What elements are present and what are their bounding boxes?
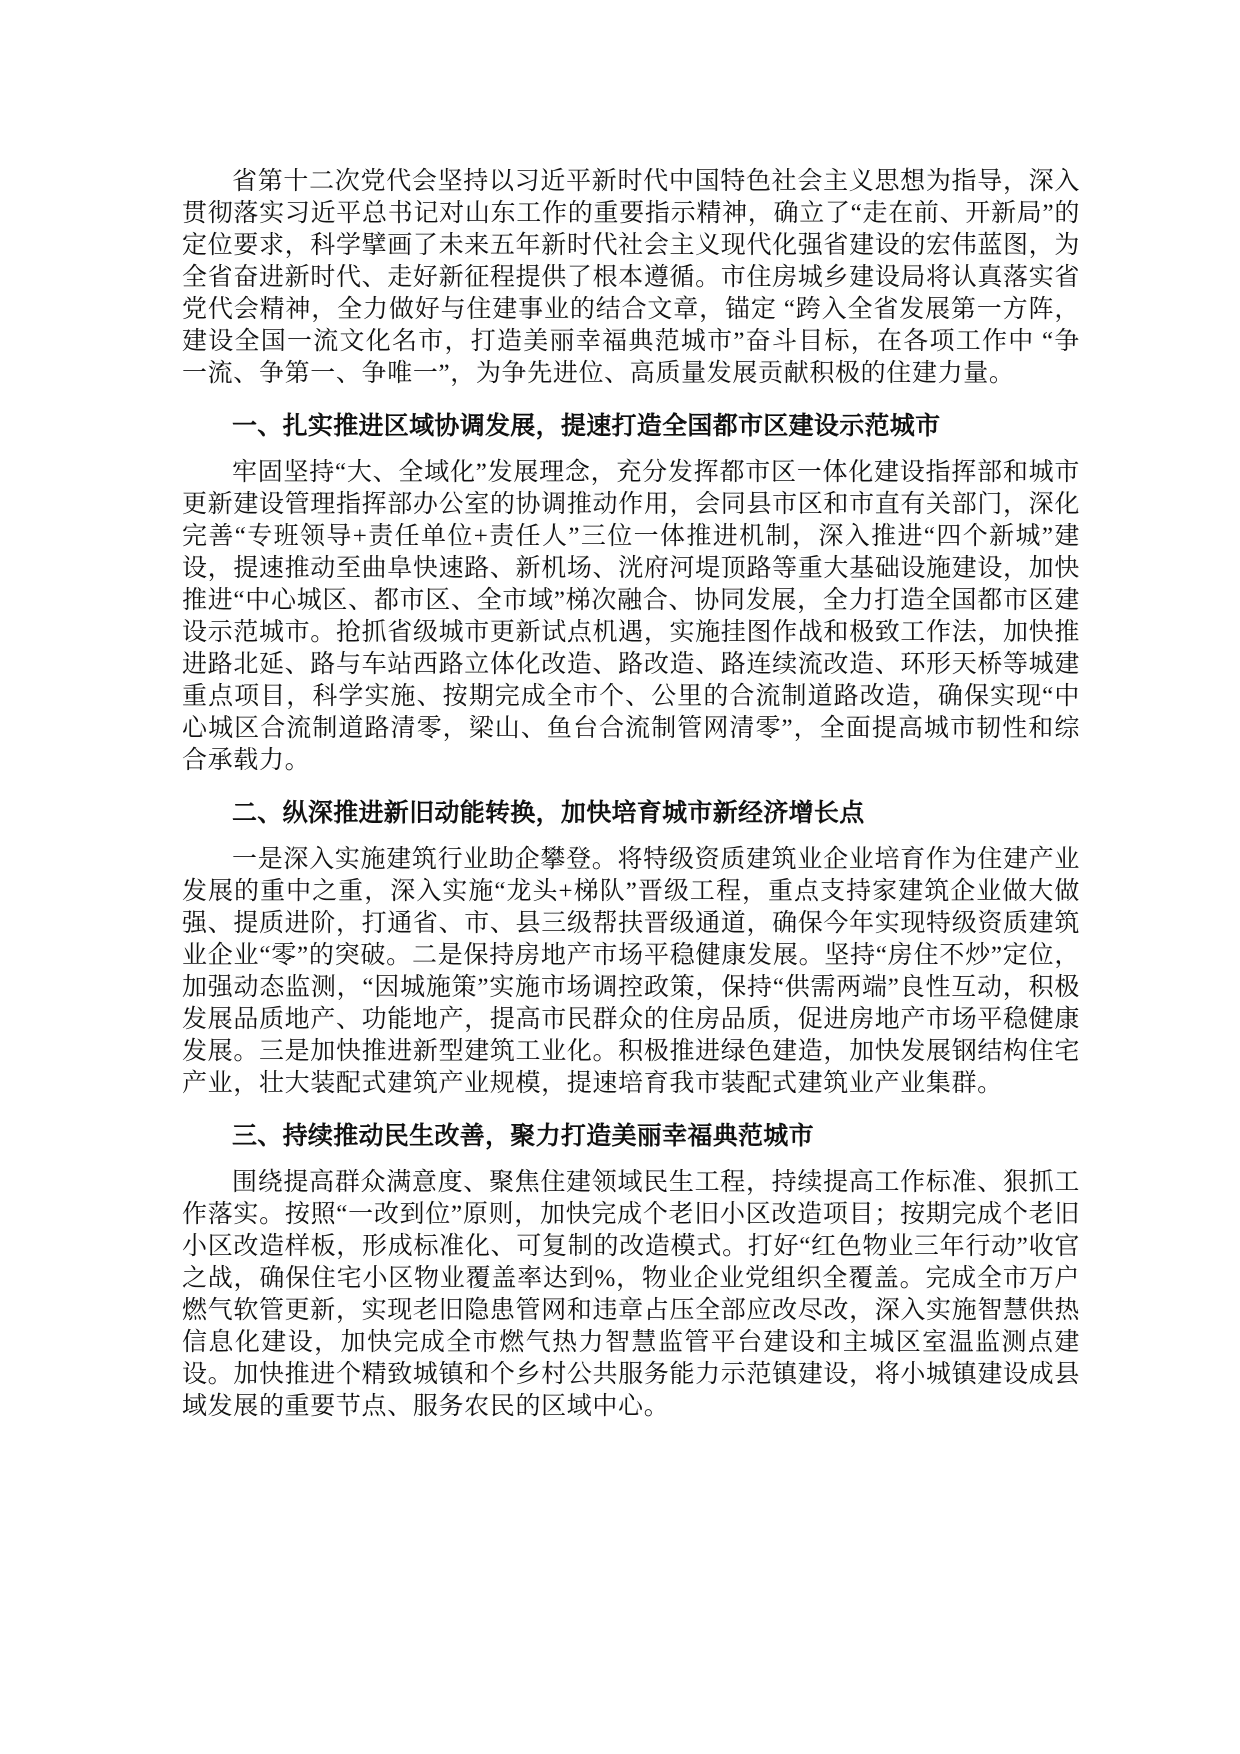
section-heading-2: 二、纵深推进新旧动能转换，加快培育城市新经济增长点 [232,800,865,827]
section-body-3: 围绕提高群众满意度、聚焦住建领域民生工程，持续提高工作标准、狠抓工作落实。按照“一改到位”原则，加快完成个老旧小区改造项目；按期完成个老旧小区改造样板，形成标准化、可复制的改造模式。打好“红色物业三年行动”收官之战，确保住宅小区物业覆盖率达到%，物业企业党组织全覆盖。完成全市万户燃气软管更新，实现老旧隐患管网和违章占压全部应改尽改，深入实施智慧供热信息化建设，加快完成全市燃气热力智慧监管平台建设和主城区室温监测点建设。加快推进个精致城镇和个乡村公共服务能力示范镇建设，将小城镇建设成县域发展的重要节点、服务农民的区域中心。 [182,1169,1080,1420]
section-heading-1: 一、扎实推进区域协调发展，提速打造全国都市区建设示范城市 [232,413,941,440]
section-body-2: 一是深入实施建筑行业助企攀登。将特级资质建筑业企业培育作为住建产业发展的重中之重，深入实施“龙头+梯队”晋级工程，重点支持家建筑企业做大做强、提质进阶，打通省、市、县三级帮扶晋级通道，确保今年实现特级资质建筑业企业“零”的突破。二是保持房地产市场平稳健康发展。坚持“房住不炒”定位，加强动态监测，“因城施策”实施市场调控政策，保持“供需两端”良性互动，积极发展品质地产、功能地产，提高市民群众的住房品质，促进房地产市场平稳健康发展。三是加快推进新型建筑工业化。积极推进绿色建造，加快发展钢结构住宅产业，壮大装配式建筑产业规模，提速培育我市装配式建筑业产业集群。 [182,846,1080,1097]
section-heading-3: 三、持续推动民生改善，聚力打造美丽幸福典范城市 [232,1123,814,1150]
intro-paragraph: 省第十二次党代会坚持以习近平新时代中国特色社会主义思想为指导，深入贯彻落实习近平总书记对山东工作的重要指示精神，确立了“走在前、开新局”的定位要求，科学擘画了未来五年新时代社会主义现代化强省建设的宏伟蓝图，为全省奋进新时代、走好新征程提供了根本遵循。市住房城乡建设局将认真落实省党代会精神，全力做好与住建事业的结合文章，锚定 “跨入全省发展第一方阵，建设全国一流文化名市，打造美丽幸福典范城市”奋斗目标，在各项工作中 “争一流、争第一、争唯一”，为争先进位、高质量发展贡献积极的住建力量。 [182,168,1080,387]
document-page [182,166,1080,1423]
section-body-1: 牢固坚持“大、全域化”发展理念，充分发挥都市区一体化建设指挥部和城市更新建设管理指挥部办公室的协调推动作用，会同县市区和市直有关部门，深化完善“专班领导+责任单位+责任人”三位一体推进机制，深入推进“四个新城”建设，提速推动至曲阜快速路、新机场、洸府河堤顶路等重大基础设施建设，加快推进“中心城区、都市区、全市域”梯次融合、协同发展，全力打造全国都市区建设示范城市。抢抓省级城市更新试点机遇，实施挂图作战和极致工作法，加快推进路北延、路与车站西路立体化改造、路改造、路连续流改造、环形天桥等城建重点项目，科学实施、按期完成全市个、公里的合流制道路改造，确保实现“中心城区合流制道路清零，梁山、鱼台合流制管网清零”，全面提高城市韧性和综合承载力。 [182,459,1080,774]
